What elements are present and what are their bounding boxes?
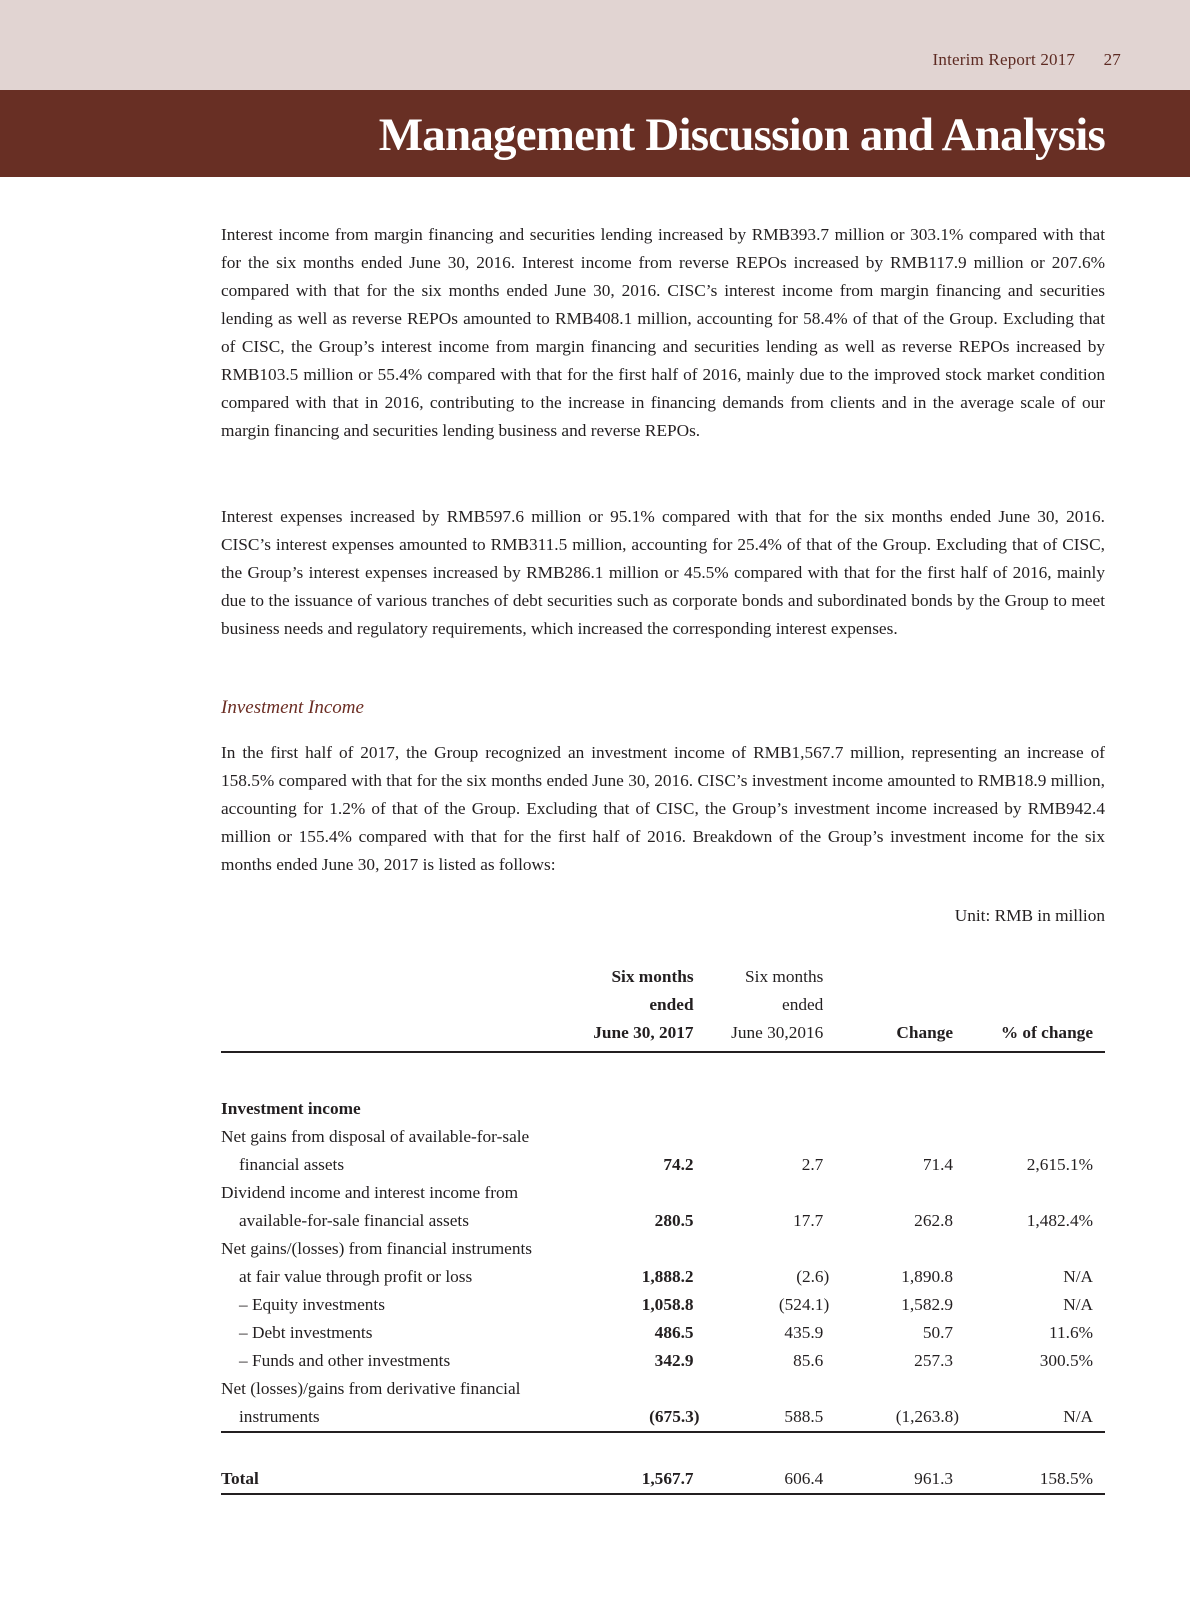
row-label-line1: Net (losses)/gains from derivative financial: [221, 1379, 521, 1398]
paragraph-interest-expenses: Interest expenses increased by RMB597.6 million or 95.1% compared with that for the six months ended June 30, 2016. CISC’s interest expenses amounted to RMB311.5 million, accounting for 25.4% of that of the Group. Excluding that of CISC, the Group’s interest expenses increased by RMB286.1 million or 45.5% compared with that for the first half of 2016, mainly due to the issuance of various tranches of debt securities such as corporate bonds and subordinated bonds by the Group to meet business needs and regulatory requirements, which increased the corresponding interest expenses.: [221, 507, 1105, 638]
table-gap: [221, 1432, 1105, 1465]
row-label-line1: Dividend income and interest income from: [221, 1183, 519, 1202]
header-2016-line1: Six months: [745, 967, 824, 986]
row-label-line2: financial assets: [239, 1155, 345, 1174]
header-2016: [706, 963, 836, 1052]
row-label-line1: Net gains from disposal of available-for-sale: [221, 1127, 530, 1146]
cell-2016: 588.5: [706, 1403, 836, 1432]
page-number: 27: [1103, 50, 1121, 69]
row-label-line2: at fair value through profit or loss: [239, 1267, 473, 1286]
cell-pct: N/A: [965, 1403, 1105, 1432]
running-header: [933, 50, 1121, 70]
table-row: [221, 1319, 1105, 1347]
table-row-label: [221, 1375, 1105, 1403]
investment-income-table: [221, 963, 1105, 1495]
table-header-row: [221, 963, 1105, 1052]
paragraph-investment-income: In the first half of 2017, the Group recognized an investment income of RMB1,567.7 million, representing an increase of 158.5% compared with that for the six months ended June 30, 2016. CISC’s investment income amounted to RMB18.9 million, accounting for 1.2% of that of the Group. Excluding that of CISC, the Group’s investment income increased by RMB942.4 million or 155.4% compared with that for the first half of 2016. Breakdown of the Group’s investment income for the six months ended June 30, 2017 is listed as follows:: [221, 743, 1105, 874]
cell-change: 257.3: [914, 1351, 954, 1370]
cell-pct: 300.5%: [1039, 1351, 1093, 1370]
cell-2017: 342.9: [654, 1351, 694, 1370]
total-2017: 1,567.7: [582, 1465, 706, 1494]
cell-change: 1,890.8: [901, 1267, 954, 1286]
cell-pct: 1,482.4%: [1026, 1211, 1093, 1230]
row-label: – Debt investments: [239, 1323, 373, 1342]
cell-pct: N/A: [1063, 1295, 1093, 1314]
cell-2017: 74.2: [663, 1155, 694, 1174]
paragraph-interest-income: Interest income from margin financing and securities lending increased by RMB393.7 million or 303.1% compared with that for the six months ended June 30, 2016. Interest income from reverse REPOs increased by RMB117.9 million or 207.6% compared with that for the six months ended June 30, 2016. CISC’s interest income from margin financing and securities lending as well as reverse REPOs amounted to RMB408.1 million, accounting for 58.4% of that of the Group. Excluding that of CISC, the Group’s interest income from margin financing and securities lending as well as reverse REPOs increased by RMB103.5 million or 55.4% compared with that for the first half of 2016, mainly due to the improved stock market condition compared with that in 2016, contributing to the increase in financing demands from clients and in the average scale of our margin financing and securities lending business and reverse REPOs.: [221, 225, 1105, 440]
cell-2017: 1,888.2: [641, 1267, 694, 1286]
cell-2016: (2.6): [796, 1267, 830, 1286]
cell-2016: 2.7: [801, 1155, 824, 1174]
header-label-blank: [221, 963, 582, 1052]
table-row: [221, 1403, 1105, 1432]
table-row: [221, 1263, 1105, 1291]
row-label: – Equity investments: [239, 1295, 385, 1314]
header-2017-line3: June 30, 2017: [593, 1023, 694, 1042]
table-spacer: [221, 1052, 1105, 1095]
cell-pct: N/A: [1063, 1267, 1093, 1286]
cell-change: 1,582.9: [901, 1295, 954, 1314]
section-title: Investment income: [221, 1099, 361, 1118]
cell-2017: 1,058.8: [641, 1295, 694, 1314]
total-pct: 158.5%: [965, 1465, 1105, 1494]
table-row-label: [221, 1179, 1105, 1207]
total-change: 961.3: [835, 1465, 965, 1494]
header-2016-line2: ended: [782, 995, 824, 1014]
table-row-label: [221, 1235, 1105, 1263]
page-title: Management Discussion and Analysis: [378, 109, 1105, 161]
header-2017: [582, 963, 706, 1052]
cell-pct: 11.6%: [1049, 1323, 1093, 1342]
report-name: Interim Report 2017: [932, 50, 1076, 69]
table-section-row: [221, 1095, 1105, 1123]
row-label-line1: Net gains/(losses) from financial instruments: [221, 1239, 532, 1258]
cell-2016: 85.6: [793, 1351, 824, 1370]
cell-2017: 280.5: [654, 1211, 694, 1230]
cell-change: 71.4: [922, 1155, 954, 1174]
cell-pct: 2,615.1%: [1026, 1155, 1093, 1174]
total-2016: 606.4: [706, 1465, 836, 1494]
table-row: [221, 1291, 1105, 1319]
cell-2016: 17.7: [793, 1211, 824, 1230]
row-label-line2: instruments: [221, 1403, 582, 1432]
cell-2017: (675.3): [582, 1403, 706, 1432]
cell-change: 262.8: [914, 1211, 954, 1230]
row-label: – Funds and other investments: [239, 1351, 451, 1370]
table-row-label: [221, 1123, 1105, 1151]
table-unit-note: Unit: RMB in million: [954, 906, 1105, 925]
cell-change: (1,263.8): [835, 1403, 965, 1432]
cell-2016: 435.9: [784, 1323, 824, 1342]
header-pct-change: % of change: [965, 963, 1105, 1052]
table-row: [221, 1151, 1105, 1179]
header-change: Change: [835, 963, 965, 1052]
header-top-band: [0, 0, 1190, 90]
table-total-row: [221, 1465, 1105, 1494]
row-label-line2: available-for-sale financial assets: [239, 1211, 469, 1230]
section-heading-investment-income: Investment Income: [221, 697, 364, 718]
cell-2016: (524.1): [778, 1295, 830, 1314]
header-2017-line2: ended: [649, 995, 694, 1014]
table-row: [221, 1207, 1105, 1235]
table-row: [221, 1347, 1105, 1375]
header-2017-line1: Six months: [611, 967, 694, 986]
cell-2017: 486.5: [654, 1323, 694, 1342]
cell-change: 50.7: [922, 1323, 954, 1342]
total-label: Total: [221, 1465, 582, 1494]
header-2016-line3: June 30,2016: [731, 1023, 824, 1042]
